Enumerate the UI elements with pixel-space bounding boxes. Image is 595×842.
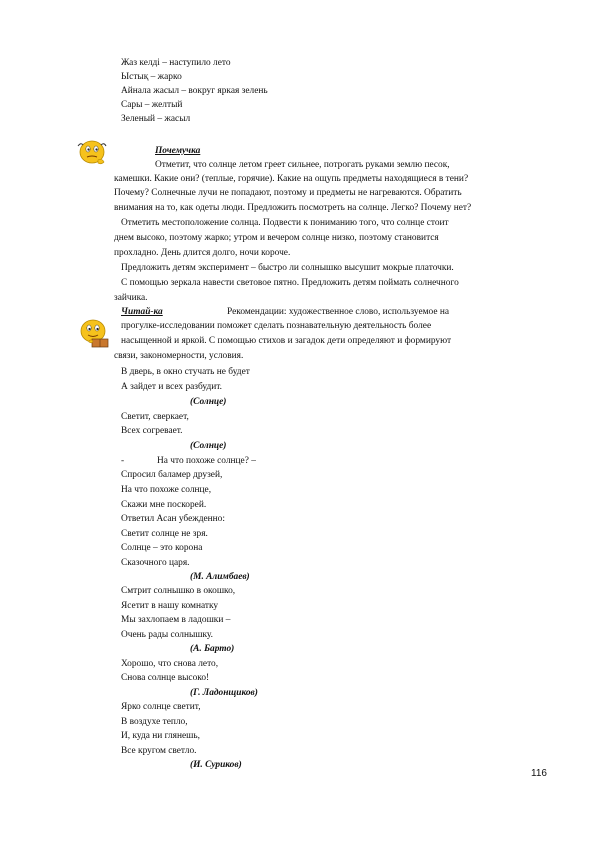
paragraph-line: Отметит, что солнце летом греет сильнее, потрогать руками землю песок,	[155, 160, 450, 170]
paragraph-line: насыщенной и яркой. С помощью стихов и загадок дети определяют и формируют	[121, 336, 452, 346]
paragraph-line: Отметить местоположение солнца. Подвести к пониманию того, что солнце стоит	[121, 218, 449, 228]
poem-line: Солнце – это корона	[121, 543, 203, 553]
poem-line: Ясетит в нашу комнатку	[121, 601, 219, 611]
poem-line: На что похоже солнце,	[121, 485, 212, 495]
paragraph-line: прогулке-исследовании поможет сделать познавательную деятельность более	[121, 321, 432, 331]
poem-attribution: (Солнце)	[190, 441, 227, 451]
poem-line: На что похоже солнце? –	[157, 456, 256, 466]
poem-attribution: (М. Алимбаев)	[190, 572, 250, 582]
poem-line: Хорошо, что снова лето,	[121, 659, 219, 669]
poem-line: Всех согревает.	[121, 426, 183, 436]
poem-line: Спросил баламер друзей,	[121, 470, 223, 480]
poem-line: Очень рады солнышку.	[121, 630, 213, 640]
section-heading-chitayka: Читай-ка	[121, 307, 163, 317]
paragraph-line: связи, закономерности, условия.	[114, 351, 244, 361]
page-number: 116	[531, 768, 547, 779]
poem-line: Сказочного царя.	[121, 558, 190, 568]
paragraph-line: С помощью зеркала навести световое пятно. Предложить детям поймать солнечного	[121, 278, 459, 288]
paragraph-line: зайчика.	[114, 293, 148, 303]
paragraph-line: Почему? Солнечные лучи не попадают, поэтому и предметы не нагреваются. Обратить	[114, 188, 462, 198]
poem-line: Скажи мне поскорей.	[121, 500, 207, 510]
poem-attribution: (Солнце)	[190, 397, 227, 407]
poem-dash: -	[121, 456, 125, 466]
poem-attribution: (Г. Ладонщиков)	[190, 688, 258, 698]
thinking-smiley-icon	[74, 138, 110, 166]
poem-line: В воздухе тепло,	[121, 717, 188, 727]
reading-smiley-icon	[76, 317, 112, 349]
poem-line: Смтрит солнышко в окошко,	[121, 586, 236, 596]
vocab-line-2: Ыстық – жарко	[121, 72, 182, 82]
paragraph-line: днем высоко, поэтому жарко; утром и вечером солнце низко, поэтому становится	[114, 233, 439, 243]
vocab-line-3: Айнала жасыл – вокруг яркая зелень	[121, 86, 268, 96]
paragraph-line: Рекомендации: художественное слово, используемое на	[227, 307, 450, 317]
poem-line: А зайдет и всех разбудит.	[121, 382, 223, 392]
poem-attribution: (А. Барто)	[190, 644, 235, 654]
poem-line: Светит солнце не зря.	[121, 529, 208, 539]
poem-line: И, куда ни глянешь,	[121, 731, 201, 741]
poem-line: Ответил Асан убежденно:	[121, 514, 225, 524]
poem-line: В дверь, в окно стучать не будет	[121, 367, 250, 377]
vocab-line-5: Зеленый – жасыл	[121, 114, 191, 124]
poem-line: Светит, сверкает,	[121, 412, 189, 422]
vocab-line-1: Жаз келді – наступило лето	[121, 58, 231, 68]
paragraph-line: камешки. Какие они? (теплые, горячие). Какие на ощупь предметы находящиеся в тени?	[114, 174, 469, 184]
poem-attribution: (И. Суриков)	[190, 760, 242, 770]
poem-line: Ярко солнце светит,	[121, 702, 201, 712]
poem-line: Мы захлопаем в ладошки –	[121, 615, 231, 625]
paragraph-line: Предложить детям эксперимент – быстро ли солнышко высушит мокрые платочки.	[121, 263, 454, 273]
poem-line: Снова солнце высоко!	[121, 673, 210, 683]
paragraph-line: внимания на то, как одеты люди. Предложить посмотреть на солнце. Легко? Почему нет?	[114, 203, 472, 213]
vocab-line-4: Сары – желтый	[121, 100, 183, 110]
paragraph-line: прохладно. День длится долго, ночи короче.	[114, 248, 291, 258]
poem-line: Все кругом светло.	[121, 746, 197, 756]
section-heading-pochemuchka: Почемучка	[155, 146, 201, 156]
